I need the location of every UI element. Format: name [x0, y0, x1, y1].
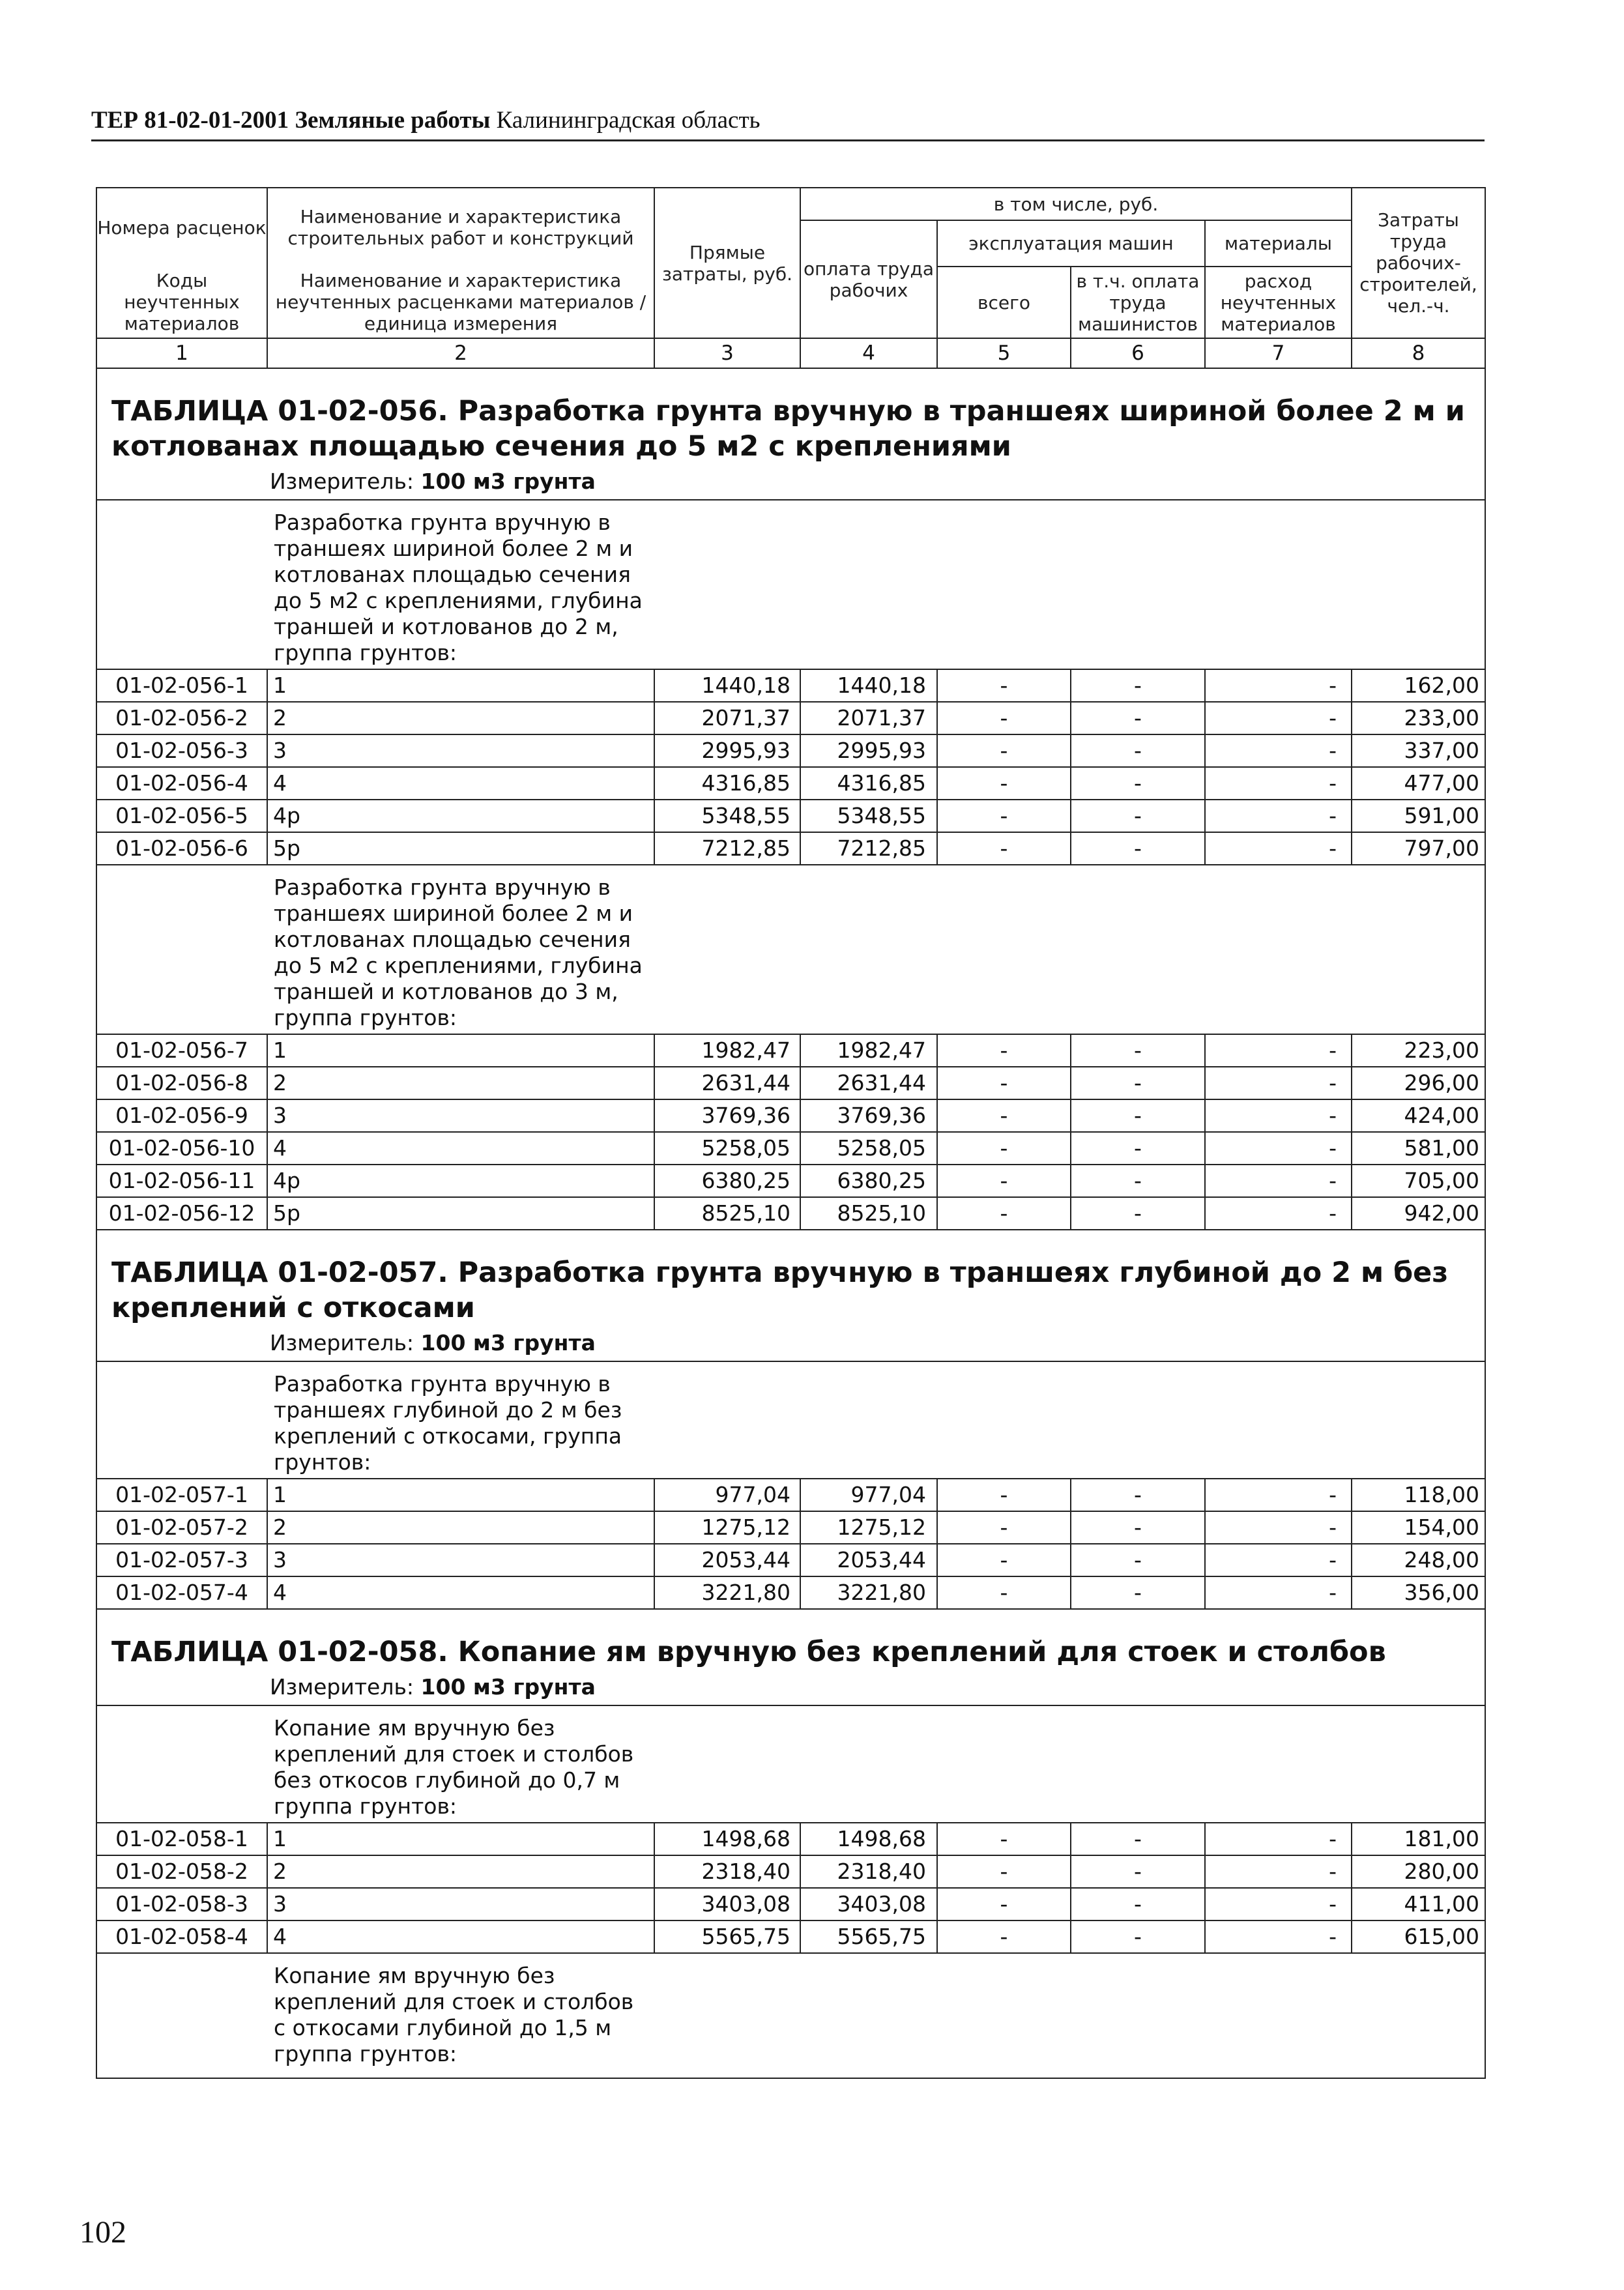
table-meter-cell: [96, 464, 1485, 500]
soil-group: 2: [267, 702, 654, 734]
col3-header: Прямые затраты, руб.: [654, 188, 800, 338]
block-description: Разработка грунта вручную в траншеях шириной более 2 м и котлованах площадью сечения до 5 м2 с креплениями, глубина траншей и котлованов до 2 м, группа грунтов:: [274, 510, 643, 665]
machine-costs: -: [937, 1099, 1071, 1132]
rate-code: 01-02-056-9: [96, 1099, 267, 1132]
col-number: 7: [1205, 338, 1352, 368]
direct-costs: 2318,40: [654, 1855, 800, 1888]
direct-costs: 3221,80: [654, 1576, 800, 1609]
col-number: 1: [96, 338, 267, 368]
machine-costs: -: [937, 1511, 1071, 1544]
table-row: [96, 1479, 1485, 1511]
machine-costs: -: [937, 734, 1071, 767]
col1-header-top: Номера расценок: [96, 188, 267, 267]
rate-code: 01-02-056-3: [96, 734, 267, 767]
col2-header-bottom: Наименование и характеристика неучтенных расценками материалов / единица измерения: [267, 267, 654, 338]
table-row: [96, 800, 1485, 832]
direct-costs: 3403,08: [654, 1888, 800, 1920]
labor-hours: 162,00: [1352, 669, 1485, 702]
col-number: 2: [267, 338, 654, 368]
materials-usage: -: [1205, 1132, 1352, 1165]
machine-costs: -: [937, 1920, 1071, 1953]
table-meter-cell: [96, 1326, 1485, 1361]
machine-costs: -: [937, 1132, 1071, 1165]
materials-usage: -: [1205, 1197, 1352, 1230]
materials-usage: -: [1205, 1920, 1352, 1953]
col6-header: в т.ч. оплата труда машинистов: [1071, 267, 1205, 338]
labor-pay: 6380,25: [800, 1165, 937, 1197]
table-row: [96, 832, 1485, 865]
meter-label: Измеритель:: [270, 1674, 414, 1700]
col7-header: расход неучтенных материалов: [1205, 267, 1352, 338]
materials-usage: -: [1205, 800, 1352, 832]
table-meter: [97, 465, 1485, 498]
operator-pay: -: [1071, 767, 1205, 800]
soil-group: 3: [267, 1099, 654, 1132]
table-row: [96, 734, 1485, 767]
meter-value: 100 м3 грунта: [420, 1330, 596, 1355]
col4-header: оплата труда рабочих: [800, 220, 937, 338]
block-description: Копание ям вручную без креплений для стоек и столбов с откосами глубиной до 1,5 м группа грунтов:: [274, 1963, 634, 2066]
soil-group: 1: [267, 1479, 654, 1511]
direct-costs: 2631,44: [654, 1067, 800, 1099]
meter-value: 100 м3 грунта: [420, 469, 596, 494]
labor-hours: 118,00: [1352, 1479, 1485, 1511]
block-description-cell: [267, 1705, 1485, 1823]
labor-pay: 7212,85: [800, 832, 937, 865]
materials-usage: -: [1205, 1544, 1352, 1576]
page-number: 102: [80, 2215, 126, 2250]
materials-usage: -: [1205, 734, 1352, 767]
soil-group: 4р: [267, 800, 654, 832]
col7-group-header: материалы: [1205, 220, 1352, 267]
direct-costs: 1982,47: [654, 1034, 800, 1067]
col8-header: Затраты труда рабочих-строителей, чел.-ч.: [1352, 188, 1485, 338]
rate-code: 01-02-057-3: [96, 1544, 267, 1576]
rate-code: 01-02-057-4: [96, 1576, 267, 1609]
col-number: 4: [800, 338, 937, 368]
soil-group: 5р: [267, 1197, 654, 1230]
col5-header: всего: [937, 267, 1071, 338]
materials-usage: -: [1205, 1067, 1352, 1099]
header-region: Калининградская область: [496, 107, 761, 134]
labor-pay: 5258,05: [800, 1132, 937, 1165]
labor-hours: 181,00: [1352, 1823, 1485, 1855]
materials-usage: -: [1205, 1099, 1352, 1132]
soil-group: 4: [267, 1132, 654, 1165]
materials-usage: -: [1205, 1511, 1352, 1544]
table-row: [96, 669, 1485, 702]
soil-group: 4: [267, 1576, 654, 1609]
rate-code: 01-02-058-4: [96, 1920, 267, 1953]
labor-hours: 154,00: [1352, 1511, 1485, 1544]
labor-hours: 248,00: [1352, 1544, 1485, 1576]
soil-group: 1: [267, 669, 654, 702]
col1-header-bottom: Коды неучтенных материалов: [96, 267, 267, 338]
materials-usage: -: [1205, 1034, 1352, 1067]
col4-8-group-header: в том числе, руб.: [800, 188, 1352, 220]
operator-pay: -: [1071, 1197, 1205, 1230]
rate-code: 01-02-056-7: [96, 1034, 267, 1067]
col-number: 5: [937, 338, 1071, 368]
labor-pay: 5348,55: [800, 800, 937, 832]
soil-group: 2: [267, 1855, 654, 1888]
machine-costs: -: [937, 800, 1071, 832]
block-description: Копание ям вручную без креплений для стоек и столбов без откосов глубиной до 0,7 м группа грунтов:: [274, 1715, 634, 1819]
table-row: [96, 1165, 1485, 1197]
rate-code: 01-02-056-12: [96, 1197, 267, 1230]
rate-code: 01-02-058-1: [96, 1823, 267, 1855]
soil-group: 3: [267, 734, 654, 767]
materials-usage: -: [1205, 1823, 1352, 1855]
direct-costs: 1498,68: [654, 1823, 800, 1855]
direct-costs: 3769,36: [654, 1099, 800, 1132]
operator-pay: -: [1071, 832, 1205, 865]
soil-group: 3: [267, 1888, 654, 1920]
block-description-cell: [267, 1361, 1485, 1479]
table-row: [96, 1823, 1485, 1855]
direct-costs: 6380,25: [654, 1165, 800, 1197]
machine-costs: -: [937, 669, 1071, 702]
materials-usage: -: [1205, 1165, 1352, 1197]
operator-pay: -: [1071, 1479, 1205, 1511]
machine-costs: -: [937, 767, 1071, 800]
block-description-cell: [267, 500, 1485, 669]
machine-costs: -: [937, 1576, 1071, 1609]
machine-costs: -: [937, 1165, 1071, 1197]
labor-pay: 1440,18: [800, 669, 937, 702]
labor-hours: 411,00: [1352, 1888, 1485, 1920]
labor-pay: 4316,85: [800, 767, 937, 800]
rate-code: 01-02-056-4: [96, 767, 267, 800]
labor-pay: 2995,93: [800, 734, 937, 767]
soil-group: 1: [267, 1823, 654, 1855]
rates-table: [96, 187, 1486, 2079]
col-number: 8: [1352, 338, 1485, 368]
rate-code: 01-02-056-8: [96, 1067, 267, 1099]
labor-pay: 977,04: [800, 1479, 937, 1511]
machine-costs: -: [937, 1067, 1071, 1099]
machine-costs: -: [937, 702, 1071, 734]
operator-pay: -: [1071, 1544, 1205, 1576]
operator-pay: -: [1071, 702, 1205, 734]
block-description: Разработка грунта вручную в траншеях шириной более 2 м и котлованах площадью сечения до 5 м2 с креплениями, глубина траншей и котлованов до 3 м, группа грунтов:: [274, 875, 643, 1030]
operator-pay: -: [1071, 1099, 1205, 1132]
header-code: ТЕР 81-02-01-2001: [91, 107, 289, 134]
operator-pay: -: [1071, 1511, 1205, 1544]
materials-usage: -: [1205, 1855, 1352, 1888]
machine-costs: -: [937, 1197, 1071, 1230]
materials-usage: -: [1205, 669, 1352, 702]
col-number: 3: [654, 338, 800, 368]
labor-hours: 296,00: [1352, 1067, 1485, 1099]
table-row: [96, 1855, 1485, 1888]
soil-group: 4: [267, 767, 654, 800]
table-row: [96, 1511, 1485, 1544]
operator-pay: -: [1071, 1165, 1205, 1197]
rate-code: 01-02-057-2: [96, 1511, 267, 1544]
labor-pay: 8525,10: [800, 1197, 937, 1230]
table-row: [96, 1132, 1485, 1165]
direct-costs: 1275,12: [654, 1511, 800, 1544]
block-description: Разработка грунта вручную в траншеях глубиной до 2 м без креплений с откосами, группа грунтов:: [274, 1371, 622, 1475]
block-description-cell: [267, 865, 1485, 1034]
operator-pay: -: [1071, 1067, 1205, 1099]
direct-costs: 2053,44: [654, 1544, 800, 1576]
direct-costs: 2071,37: [654, 702, 800, 734]
col2-header-top: Наименование и характеристика строительных работ и конструкций: [267, 188, 654, 267]
labor-hours: 424,00: [1352, 1099, 1485, 1132]
operator-pay: -: [1071, 1823, 1205, 1855]
table-title: ТАБЛИЦА 01-02-057. Разработка грунта вручную в траншеях глубиной до 2 м без креплений с откосами: [111, 1256, 1449, 1324]
header-title: Земляные работы: [295, 107, 491, 134]
operator-pay: -: [1071, 1888, 1205, 1920]
table-title-cell: [96, 1609, 1485, 1670]
operator-pay: -: [1071, 1855, 1205, 1888]
operator-pay: -: [1071, 734, 1205, 767]
operator-pay: -: [1071, 1576, 1205, 1609]
labor-hours: 581,00: [1352, 1132, 1485, 1165]
materials-usage: -: [1205, 702, 1352, 734]
materials-usage: -: [1205, 832, 1352, 865]
block-description-cell: [267, 1953, 1485, 2078]
labor-hours: 356,00: [1352, 1576, 1485, 1609]
table-row: [96, 1067, 1485, 1099]
table-meter: [97, 1327, 1485, 1359]
rate-code: 01-02-056-1: [96, 669, 267, 702]
direct-costs: 5348,55: [654, 800, 800, 832]
table-row: [96, 1034, 1485, 1067]
labor-hours: 615,00: [1352, 1920, 1485, 1953]
materials-usage: -: [1205, 1888, 1352, 1920]
labor-pay: 1498,68: [800, 1823, 937, 1855]
soil-group: 4р: [267, 1165, 654, 1197]
direct-costs: 2995,93: [654, 734, 800, 767]
table-row: [96, 1576, 1485, 1609]
col5-6-group-header: эксплуатация машин: [937, 220, 1205, 267]
machine-costs: -: [937, 1855, 1071, 1888]
table-title-cell: [96, 1230, 1485, 1326]
meter-label: Измеритель:: [270, 469, 414, 494]
labor-pay: 3221,80: [800, 1576, 937, 1609]
page-header: [91, 104, 1485, 141]
table-row: [96, 1099, 1485, 1132]
table-meter-cell: [96, 1670, 1485, 1705]
labor-pay: 3403,08: [800, 1888, 937, 1920]
labor-pay: 2071,37: [800, 702, 937, 734]
table-title: ТАБЛИЦА 01-02-058. Копание ям вручную без креплений для стоек и столбов: [111, 1636, 1386, 1668]
labor-pay: 5565,75: [800, 1920, 937, 1953]
labor-pay: 2318,40: [800, 1855, 937, 1888]
direct-costs: 977,04: [654, 1479, 800, 1511]
operator-pay: -: [1071, 1132, 1205, 1165]
direct-costs: 5565,75: [654, 1920, 800, 1953]
labor-hours: 337,00: [1352, 734, 1485, 767]
soil-group: 4: [267, 1920, 654, 1953]
labor-hours: 477,00: [1352, 767, 1485, 800]
table-meter: [97, 1671, 1485, 1703]
direct-costs: 8525,10: [654, 1197, 800, 1230]
direct-costs: 1440,18: [654, 669, 800, 702]
rate-code: 01-02-056-5: [96, 800, 267, 832]
labor-pay: 2631,44: [800, 1067, 937, 1099]
rate-code: 01-02-056-2: [96, 702, 267, 734]
soil-group: 1: [267, 1034, 654, 1067]
rate-code: 01-02-056-6: [96, 832, 267, 865]
table-row: [96, 1544, 1485, 1576]
rate-code: 01-02-057-1: [96, 1479, 267, 1511]
direct-costs: 7212,85: [654, 832, 800, 865]
labor-hours: 797,00: [1352, 832, 1485, 865]
machine-costs: -: [937, 1888, 1071, 1920]
table-row: [96, 1920, 1485, 1953]
col-number: 6: [1071, 338, 1205, 368]
table-row: [96, 1197, 1485, 1230]
operator-pay: -: [1071, 800, 1205, 832]
labor-hours: 942,00: [1352, 1197, 1485, 1230]
labor-pay: 1982,47: [800, 1034, 937, 1067]
table-row: [96, 767, 1485, 800]
labor-pay: 2053,44: [800, 1544, 937, 1576]
soil-group: 5р: [267, 832, 654, 865]
soil-group: 2: [267, 1067, 654, 1099]
direct-costs: 4316,85: [654, 767, 800, 800]
table-row: [96, 1888, 1485, 1920]
materials-usage: -: [1205, 1479, 1352, 1511]
direct-costs: 5258,05: [654, 1132, 800, 1165]
machine-costs: -: [937, 832, 1071, 865]
table-title-cell: [96, 368, 1485, 464]
labor-hours: 591,00: [1352, 800, 1485, 832]
meter-value: 100 м3 грунта: [420, 1674, 596, 1700]
machine-costs: -: [937, 1823, 1071, 1855]
operator-pay: -: [1071, 669, 1205, 702]
meter-label: Измеритель:: [270, 1330, 414, 1355]
machine-costs: -: [937, 1544, 1071, 1576]
labor-hours: 223,00: [1352, 1034, 1485, 1067]
soil-group: 3: [267, 1544, 654, 1576]
rate-code: 01-02-056-10: [96, 1132, 267, 1165]
labor-pay: 3769,36: [800, 1099, 937, 1132]
table-row: [96, 702, 1485, 734]
table-title: ТАБЛИЦА 01-02-056. Разработка грунта вручную в траншеях шириной более 2 м и котлованах площадью сечения до 5 м2 с креплениями: [111, 395, 1465, 463]
machine-costs: -: [937, 1034, 1071, 1067]
materials-usage: -: [1205, 767, 1352, 800]
labor-hours: 705,00: [1352, 1165, 1485, 1197]
rate-code: 01-02-058-2: [96, 1855, 267, 1888]
labor-hours: 280,00: [1352, 1855, 1485, 1888]
operator-pay: -: [1071, 1920, 1205, 1953]
operator-pay: -: [1071, 1034, 1205, 1067]
rate-code: 01-02-056-11: [96, 1165, 267, 1197]
machine-costs: -: [937, 1479, 1071, 1511]
materials-usage: -: [1205, 1576, 1352, 1609]
labor-hours: 233,00: [1352, 702, 1485, 734]
labor-pay: 1275,12: [800, 1511, 937, 1544]
soil-group: 2: [267, 1511, 654, 1544]
rate-code: 01-02-058-3: [96, 1888, 267, 1920]
